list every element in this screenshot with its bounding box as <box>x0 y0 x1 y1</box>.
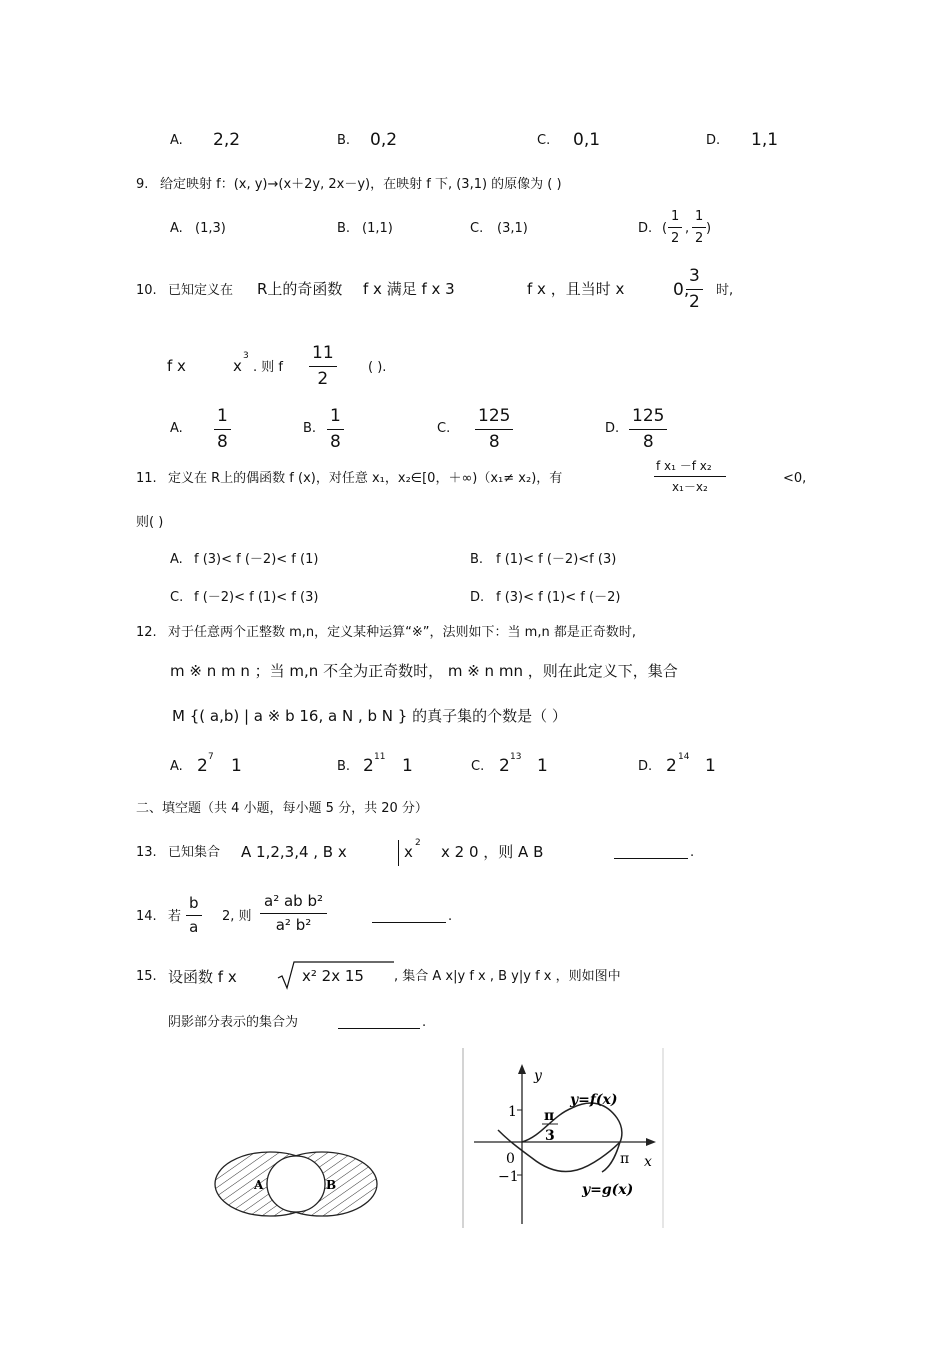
q11-number: 11. <box>136 471 157 486</box>
q12-line1-text: 对于任意两个正整数 m,n，定义某种运算“※”，法则如下：当 m,n 都是正奇数时, <box>168 625 636 640</box>
q14-frac1-num: b <box>186 896 202 916</box>
q13 <box>0 840 950 876</box>
section2-title: 二、填空题（共 4 小题，每小题 5 分，共 20 分） <box>136 801 428 816</box>
q15-a: 设函数 f x <box>168 968 237 986</box>
q12-option-a-label: A. <box>170 759 183 774</box>
q14-frac2 <box>260 894 327 933</box>
q10-seg2: R上的奇函数 <box>257 280 343 298</box>
q12-option-c-base: 2 <box>499 756 510 776</box>
q10-line2-b: x <box>233 357 242 375</box>
q11-line2-text: 则( ) <box>136 515 164 530</box>
q12-number: 12. <box>136 625 157 640</box>
q9-option-a-label: A. <box>170 221 183 236</box>
q9-option-d-frac1 <box>668 210 682 245</box>
origin-label: 0 <box>506 1151 515 1167</box>
q8-option-a-label: A. <box>170 133 183 148</box>
q8-option-b-label: B. <box>337 133 351 148</box>
q9-option-d-label: D. <box>638 221 653 236</box>
q10-frac <box>686 268 703 311</box>
q9-option-c-label: C. <box>470 221 484 236</box>
q12-option-d-base: 2 <box>666 756 677 776</box>
q10-option-d-den: 8 <box>642 432 654 452</box>
q12-option-d-tail: 1 <box>705 756 716 776</box>
q14-a: 若 <box>168 909 182 924</box>
q10-number: 10. <box>136 283 157 298</box>
q9-option-c-value: (3,1) <box>497 221 528 236</box>
q13-exp: 2 <box>415 838 421 848</box>
q10-option-c-num: 125 <box>475 408 513 430</box>
q15-line2-text: 阴影部分表示的集合为 <box>168 1015 299 1030</box>
q11-option-a-value: f (3)< f (－2)< f (1) <box>194 552 319 567</box>
q10-seg1: 已知定义在 <box>168 283 234 298</box>
q11-option-b-label: B. <box>470 552 484 567</box>
q11-tail: <0, <box>783 471 807 486</box>
y-axis-arrow <box>518 1064 526 1074</box>
q11-option-a-label: A. <box>170 552 183 567</box>
q10-line2-d: ( ). <box>368 360 387 375</box>
q9-number: 9. <box>136 177 149 192</box>
q9-option-d-frac1-num: 1 <box>668 210 682 228</box>
q11-option-d-label: D. <box>470 590 485 605</box>
q13-end: . <box>690 845 695 860</box>
q10-option-c-den: 8 <box>488 432 500 452</box>
q10-stem-line1 <box>0 268 950 318</box>
venn-label-b: B <box>326 1178 337 1192</box>
q15-line1 <box>0 960 950 996</box>
q14-b: 2, 则 <box>222 909 252 924</box>
q12-line2-text: m ※ n m n ；当 m,n 不全为正奇数时， m ※ n mn ，则在此定义下，集合 <box>170 662 678 680</box>
q10-seg6: 时, <box>716 283 734 298</box>
q11-line2 <box>0 514 950 544</box>
q9-option-d-comma: , <box>685 221 690 236</box>
q10-option-b-label: B. <box>303 421 317 436</box>
venn-label-a: A <box>254 1178 264 1192</box>
q15-b: , 集合 A x|y f x , B y|y f x ，则如图中 <box>394 969 621 984</box>
q9-option-d-frac1-den: 2 <box>671 231 680 246</box>
q12-option-a-exp: 7 <box>208 752 214 762</box>
q12-option-b-exp: 11 <box>374 752 386 762</box>
q8-option-c-value: 0,1 <box>573 130 601 150</box>
q14-answer-blank[interactable] <box>372 922 446 923</box>
q12-option-b-label: B. <box>337 759 351 774</box>
q12-option-c-tail: 1 <box>537 756 548 776</box>
q14-frac1-den: a <box>189 918 199 936</box>
q11-option-c-label: C. <box>170 590 184 605</box>
q14-number: 14. <box>136 909 157 924</box>
q10-option-b-frac <box>327 408 344 451</box>
q14-frac1 <box>186 896 202 935</box>
q8-option-d-label: D. <box>706 133 721 148</box>
q10-option-c-label: C. <box>437 421 451 436</box>
q12-line1 <box>0 624 950 654</box>
q10-option-b-num: 1 <box>327 408 344 430</box>
q12-option-a-base: 2 <box>197 756 208 776</box>
q15-number: 15. <box>136 969 157 984</box>
q8-option-a-value: 2,2 <box>213 130 241 150</box>
q12-line3-text: M {( a,b) | a ※ b 16, a N , b N } 的真子集的个数是（ ） <box>172 707 567 725</box>
q10-option-a-label: A. <box>170 421 183 436</box>
q10-line2-frac-num: 11 <box>309 345 337 367</box>
y-label-1: 1 <box>508 1104 517 1120</box>
q12-line2 <box>0 662 950 692</box>
q10-frac-num: 3 <box>686 268 703 290</box>
q10-option-d-frac <box>629 408 667 451</box>
q12-option-d-exp: 14 <box>678 752 690 762</box>
q11-stem <box>0 460 950 500</box>
q12-option-b-base: 2 <box>363 756 374 776</box>
q13-set-bar <box>398 840 399 866</box>
q8-option-d-value: 1,1 <box>751 130 779 150</box>
q11-option-b-value: f (1)< f (－2)<f (3) <box>496 552 617 567</box>
q11-options-row1 <box>0 551 950 581</box>
q15-line2 <box>0 1012 950 1042</box>
q15-radicand: x² 2x 15 <box>302 967 364 985</box>
q10-stem-line2 <box>0 345 950 395</box>
q14 <box>0 890 950 946</box>
q9-option-b-label: B. <box>337 221 351 236</box>
q13-answer-blank[interactable] <box>614 858 688 859</box>
x-axis-arrow <box>646 1138 656 1146</box>
q12-option-b-tail: 1 <box>402 756 413 776</box>
q12-option-a-tail: 1 <box>231 756 242 776</box>
q15-answer-blank[interactable] <box>338 1028 420 1029</box>
q10-option-d-num: 125 <box>629 408 667 430</box>
q11-frac-den: x₁－x₂ <box>671 480 708 494</box>
q13-d: x 2 0 ，则 A B <box>441 843 544 861</box>
q13-b: A 1,2,3,4 , B x <box>241 843 347 861</box>
q9-option-a-value: (1,3) <box>195 221 226 236</box>
q10-option-d-label: D. <box>605 421 620 436</box>
q9-text: 给定映射 f：(x, y)→(x＋2y, 2x－y)，在映射 f 下, (3,1) 的原像为 ( ) <box>160 177 562 192</box>
q11-options-row2 <box>0 589 950 619</box>
q8-option-b-value: 0,2 <box>370 130 398 150</box>
q13-number: 13. <box>136 845 157 860</box>
section2-heading <box>0 800 950 830</box>
q9-option-d-frac2 <box>692 210 706 245</box>
q9-options <box>0 209 950 254</box>
q10-options <box>0 406 950 456</box>
q10-seg4: f x ，且当时 x <box>527 280 625 298</box>
q12-option-c-exp: 13 <box>510 752 522 762</box>
q10-line2-exp: 3 <box>243 351 249 361</box>
q11-text: 定义在 R上的偶函数 f (x)，对任意 x₁，x₂∈[0，＋∞)（x₁≠ x₂)，有 <box>168 471 563 486</box>
g-label: y=g(x) <box>582 1182 634 1198</box>
pi3-den: 3 <box>545 1128 555 1144</box>
q10-line2-c: . 则 f <box>253 360 283 375</box>
q10-seg3: f x 满足 f x 3 <box>363 280 455 298</box>
q11-option-c-value: f (－2)< f (1)< f (3) <box>194 590 319 605</box>
q9-option-d-frac2-den: 2 <box>695 231 704 246</box>
q14-frac2-den: a² b² <box>275 916 312 934</box>
q12-line3 <box>0 707 950 737</box>
q15-end: . <box>422 1015 427 1030</box>
venn-diagram <box>212 1148 380 1220</box>
q10-frac-den: 2 <box>689 292 700 312</box>
q12-option-c-label: C. <box>471 759 485 774</box>
q10-line2-a: f x <box>167 357 186 375</box>
venn-intersection <box>267 1156 325 1212</box>
x-axis-label: x <box>644 1154 652 1170</box>
q13-c: x <box>404 843 413 861</box>
q10-option-a-frac <box>214 408 231 451</box>
q12-options <box>0 754 950 784</box>
q14-end: . <box>448 909 453 924</box>
function-graph <box>462 1048 666 1228</box>
g-curve <box>498 1130 620 1172</box>
q10-option-b-den: 8 <box>330 432 341 452</box>
y-axis-label: y <box>534 1068 542 1084</box>
q10-option-a-den: 8 <box>217 432 228 452</box>
q11-frac-num: f x₁ －f x₂ <box>654 460 726 477</box>
f-label: y=f(x) <box>570 1092 618 1108</box>
q12-option-d-label: D. <box>638 759 653 774</box>
q9-option-d-open: ( <box>662 221 668 236</box>
q11-option-d-value: f (3)< f (1)< f (－2) <box>496 590 621 605</box>
q11-frac <box>654 460 726 493</box>
y-label-neg1: −1 <box>498 1169 519 1185</box>
q14-frac2-num: a² ab b² <box>260 894 327 914</box>
q10-line2-frac-den: 2 <box>317 369 329 389</box>
q13-a: 已知集合 <box>168 845 221 860</box>
q9-stem <box>0 176 950 206</box>
q9-option-d-close: ) <box>706 221 712 236</box>
q8-options <box>0 130 950 160</box>
pi3-num: π <box>544 1108 555 1124</box>
q8-option-c-label: C. <box>537 133 551 148</box>
q9-option-b-value: (1,1) <box>362 221 393 236</box>
pi-label: π <box>620 1151 630 1167</box>
q10-line2-frac <box>309 345 337 388</box>
q9-option-d-frac2-num: 1 <box>692 210 706 228</box>
q10-seg5: 0, <box>673 280 690 300</box>
q10-option-c-frac <box>475 408 513 451</box>
q10-option-a-num: 1 <box>214 408 231 430</box>
